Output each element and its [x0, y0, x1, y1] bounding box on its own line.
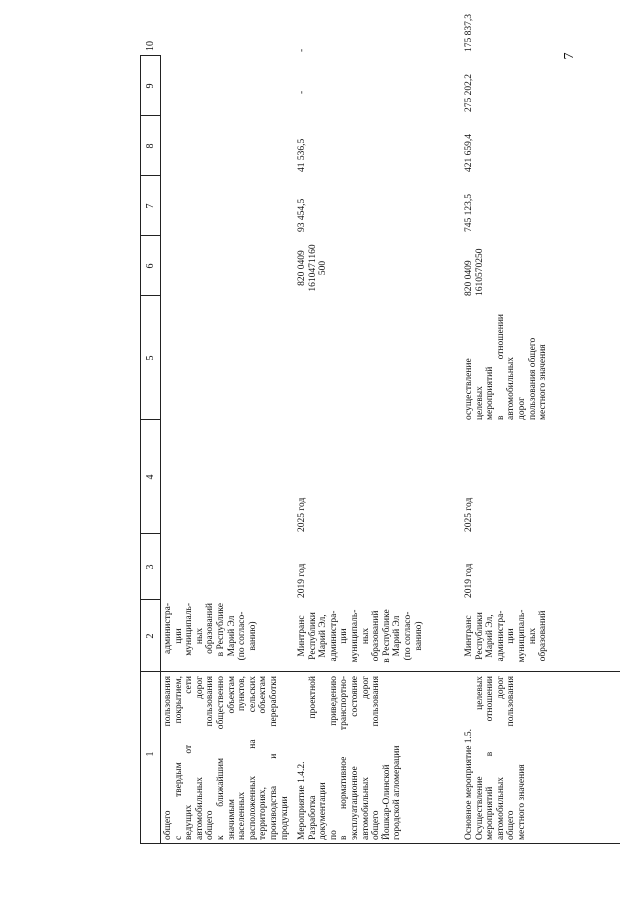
header-col-2: 2 — [145, 633, 156, 639]
col-divider — [140, 295, 160, 296]
row2-start-year: 2019 год — [464, 563, 474, 598]
row2-end-year: 2025 год — [464, 497, 474, 532]
table-border-top — [140, 55, 141, 844]
col-divider — [140, 235, 160, 236]
col-divider — [140, 599, 160, 600]
header-col-4: 4 — [145, 474, 156, 480]
header-col-7: 7 — [145, 203, 156, 209]
col-divider — [140, 115, 160, 116]
row2-budget-code: 820 0409 1610570250 — [464, 248, 485, 296]
header-col-1: 1 — [145, 751, 156, 757]
header-col-5: 5 — [145, 355, 156, 361]
col-divider — [140, 533, 160, 534]
row1-start-year: 2019 год — [297, 563, 307, 598]
row2-expected-result: осуществление целевых мероприятий в отношении автомобильных дорог пользования общего местного значения — [464, 314, 549, 420]
header-col-10: 10 — [145, 41, 156, 51]
row2-value-7: 745 123,5 — [464, 194, 474, 232]
col-divider — [140, 419, 160, 420]
row2-executor: Минтранс Республики Марий Эл, администра- ции муниципаль- ных образований — [464, 609, 549, 663]
header-col-3: 3 — [145, 564, 156, 570]
row1-value-9: - — [297, 90, 307, 94]
header-col-8: 8 — [145, 143, 156, 149]
row2-value-9: 275 202,2 — [464, 74, 474, 112]
header-col-9: 9 — [145, 83, 156, 89]
col-divider — [140, 175, 160, 176]
row1-budget-code: 820 0409 1610471160 500 — [297, 244, 329, 292]
row0-description: общего пользования с твердым покрытием, ведущих от сети автомобильных дорог общего пользования к ближайшим общественно значимым объектам населенных пунктов, расположенных на сельских территориях, объектам производства и переработки продукции — [163, 676, 290, 840]
page-number: 7 — [562, 52, 577, 60]
row1-executor: Минтранс Республики Марий Эл, администра- ции муниципаль- ных образований в Республике Марий Эл (по согласо- ванию) — [297, 609, 424, 663]
header-divider — [160, 55, 161, 844]
row1-value-8: 41 536,5 — [297, 138, 307, 172]
row2-value-8: 421 659,4 — [464, 134, 474, 172]
header-col-6: 6 — [145, 263, 156, 269]
row1-description: Мероприятие 1.4.2. Разработка проектной документации по приведению в нормативное транспортно- эксплуатационное состояние автомобильных дорог общего пользования Йошкар-Олинской городской агломерации — [297, 676, 403, 840]
row1-end-year: 2025 год — [297, 497, 307, 532]
row2-description: Основное мероприятие 1.5. Осуществление целевых мероприятий в отношении автомобильных дорог общего пользования местного значения — [464, 676, 527, 840]
row2-value-10: 175 837,3 — [464, 14, 474, 52]
row1-value-10: - — [297, 48, 307, 52]
table-border-left — [140, 843, 620, 844]
row1-value-7: 93 454,5 — [297, 198, 307, 232]
row0-executor: администра- ции муниципаль- ных образований в Республике Марий Эл (по согласо- ванию) — [163, 603, 258, 661]
col-divider — [140, 671, 620, 672]
